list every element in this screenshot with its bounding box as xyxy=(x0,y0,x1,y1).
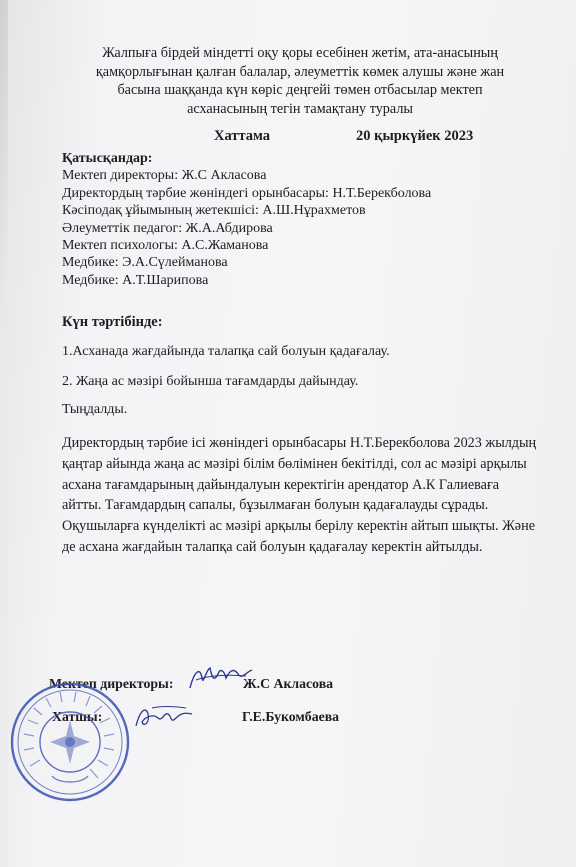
participant-line: Медбике: Э.А.Сүлейманова xyxy=(62,255,228,271)
protocol-date: 20 қыркүйек 2023 xyxy=(356,128,474,144)
participant-line: Медбике: А.Т.Шарипова xyxy=(62,272,209,288)
official-stamp-seal xyxy=(8,680,132,804)
protocol-body-text: Директордың тәрбие ісі жөніндегі орынбасары Н.Т.Берекболова 2023 жылдың қаңтар айында жаңа ас мәзірі білім бөлімінен бекітілді, сол ас мәзірі арқылы асхана тағамдарының дайындалуын керектігін арендатор А.К Галиеваға айтты. Тағамдардың сапалы, бұзылмаған болуын қадағалауды сұрады. Оқушыларға күнделікті ас мәзірі арқылы берілу керектін айтып шықты. Және де асхана жағдайын талапқа сай болуын қадағалау керектін айтылды. xyxy=(62,435,537,555)
secretary-handwritten-signature xyxy=(130,700,200,734)
participant-line: Мектеп психологы: А.С.Жаманова xyxy=(62,238,269,254)
participants-block xyxy=(62,150,542,289)
heard-label: Тыңдалды. xyxy=(62,402,128,417)
participant-line: Әлеуметтік педагог: Ж.А.Абдирова xyxy=(62,220,273,236)
agenda-item-1: 1.Асханада жағдайында талапқа сай болуын қадағалау. xyxy=(62,344,390,359)
participant-line: Кәсіподақ ұйымының жетекшісі: А.Ш.Нұрахметов xyxy=(62,203,366,219)
secretary-signature-label: Хатшы: xyxy=(52,709,103,724)
director-signature-name: Ж.С Акласова xyxy=(243,676,334,691)
agenda-item-2: 2. Жаңа ас мәзірі бойынша тағамдарды дайындау. xyxy=(62,374,359,389)
document-title: Жалпыға бірдей міндетті оқу қоры есебінен жетім, ата-анасының қамқорлығынан қалған балалар, әлеуметтік көмек алушы және жан басына шаққанда күн көріс деңгейі төмен отбасылар мектеп асханасының тегін тамақтану туралы xyxy=(95,45,505,117)
participant-line: Мектеп директоры: Ж.С Акласова xyxy=(62,168,267,184)
participants-heading: Қатысқандар: xyxy=(62,151,153,166)
director-signature-label: Мектеп директоры: xyxy=(49,676,174,691)
secretary-signature-name: Г.Е.Букомбаева xyxy=(242,709,340,724)
director-handwritten-signature xyxy=(186,660,256,698)
agenda-heading: Күн тәртібінде: xyxy=(62,314,163,330)
protocol-label: Хаттама xyxy=(214,128,271,144)
participant-line: Директордың тәрбие жөніндегі орынбасары: Н.Т.Берекболова xyxy=(62,185,432,201)
